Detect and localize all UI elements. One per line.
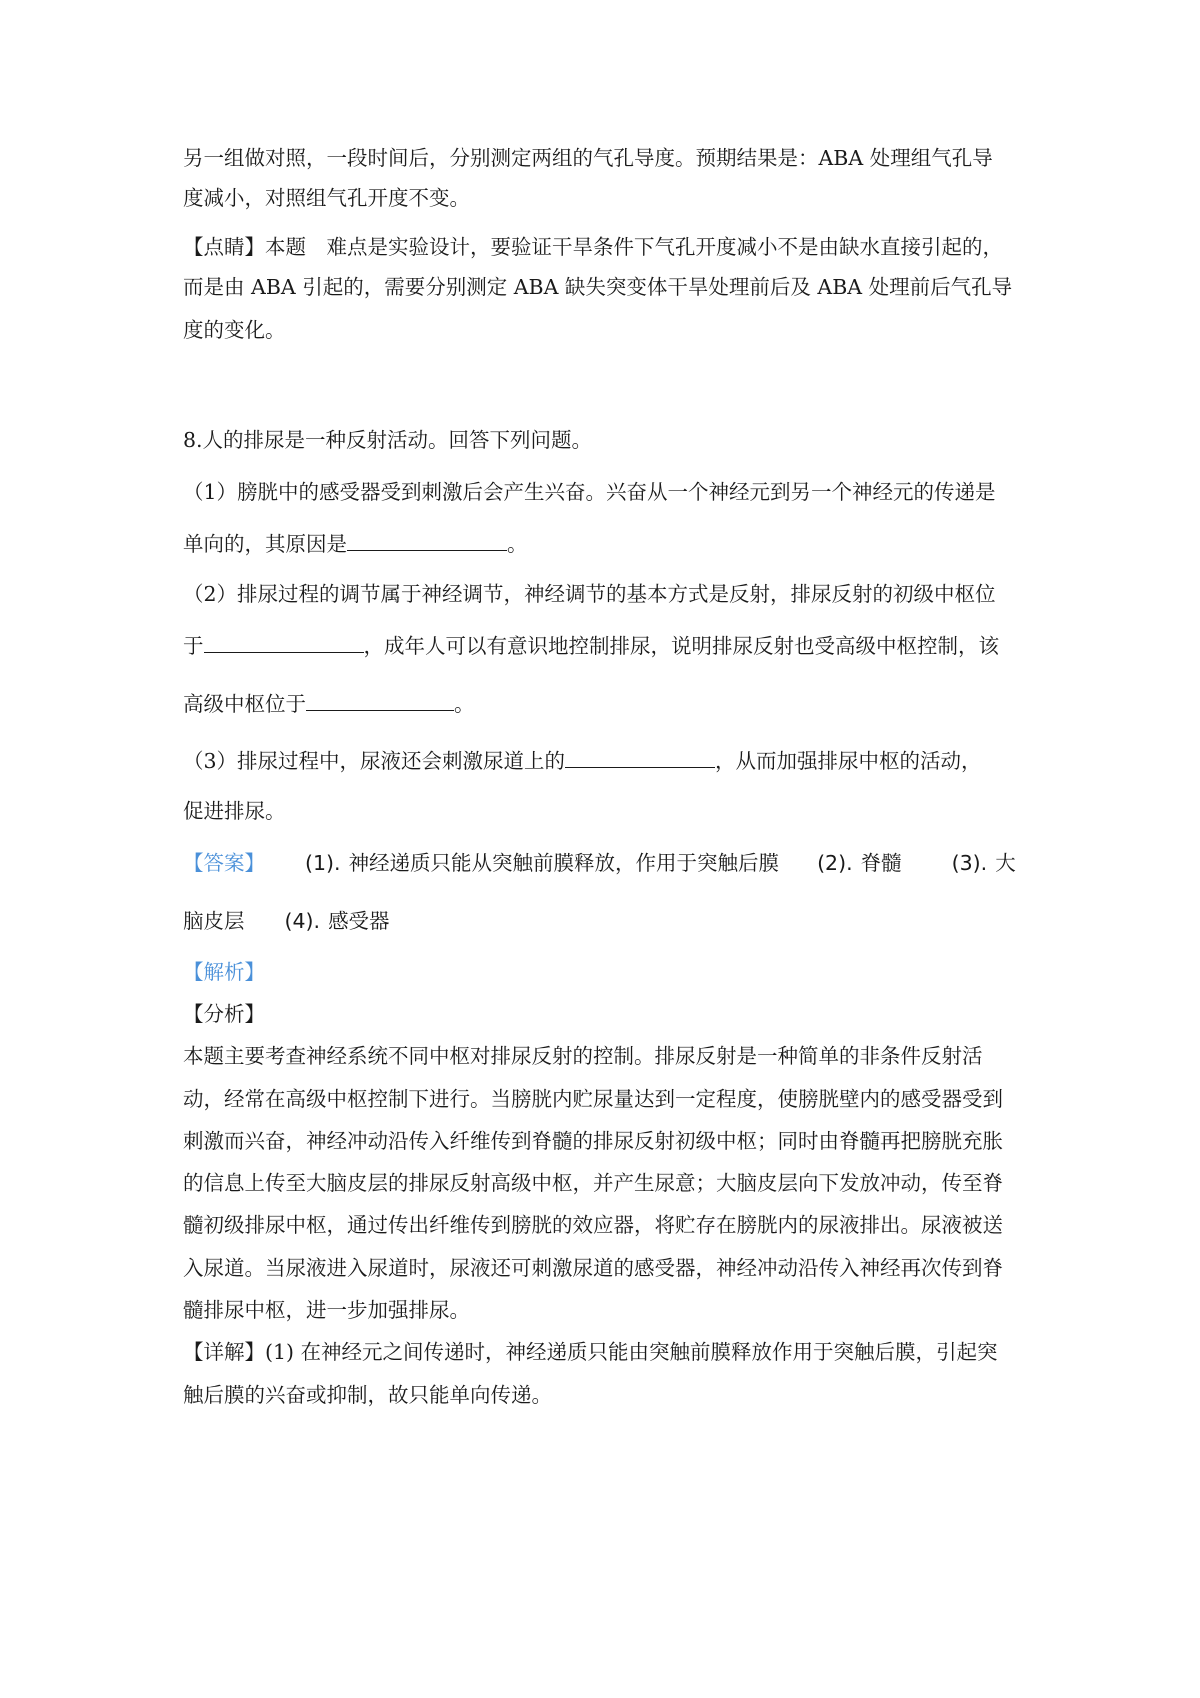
fenxi-line-3: 刺激而兴奋，神经冲动沿传入纤维传到脊髓的排尿反射初级中枢；同时由脊髓再把膀胱充胀 bbox=[183, 1129, 1003, 1153]
answer-1: 神经递质只能从突触前膜释放，作用于突触后膜 bbox=[348, 851, 780, 875]
fenxi-tag: 【分析】 bbox=[183, 1002, 265, 1026]
question-title: 8.人的排尿是一种反射活动。回答下列问题。 bbox=[183, 428, 593, 452]
answer-2-num: (2). bbox=[817, 851, 853, 875]
xiangjie-tag: 【详解】 bbox=[183, 1340, 265, 1364]
dianjing-line-3: 度的变化。 bbox=[183, 318, 286, 342]
answer-4: 感受器 bbox=[328, 909, 390, 933]
answer-1-num: (1). bbox=[305, 851, 341, 875]
q-part1-line-2 bbox=[183, 528, 1023, 559]
fenxi-line-1: 本题主要考查神经系统不同中枢对排尿反射的控制。排尿反射是一种简单的非条件反射活 bbox=[183, 1044, 983, 1068]
xiangjie-line-2: 触后膜的兴奋或抑制，故只能单向传递。 bbox=[183, 1383, 552, 1407]
answer-3-part-a: 大 bbox=[995, 851, 1016, 875]
q-part1-text: 单向的，其原因是 bbox=[183, 532, 347, 556]
q-part3-line-2: 促进排尿。 bbox=[183, 799, 286, 823]
answer-tag: 【答案】 bbox=[183, 851, 265, 875]
fenxi-line-6: 入尿道。当尿液进入尿道时，尿液还可刺激尿道的感受器，神经冲动沿传入神经再次传到脊 bbox=[183, 1256, 1003, 1280]
q-part2-text-c: 高级中枢位于 bbox=[183, 692, 306, 716]
q-part2-line-1: （2）排尿过程的调节属于神经调节，神经调节的基本方式是反射，排尿反射的初级中枢位 bbox=[183, 582, 996, 606]
q-part2-line-2 bbox=[183, 630, 1023, 661]
answer-3-num: (3). bbox=[951, 851, 988, 875]
answer-blank-3 bbox=[306, 688, 454, 711]
fenxi-line-5: 髓初级排尿中枢，通过传出纤维传到膀胱的效应器，将贮存在膀胱内的尿液排出。尿液被送 bbox=[183, 1213, 1003, 1237]
answer-line-2 bbox=[183, 906, 1023, 936]
answer-2: 脊髓 bbox=[860, 851, 902, 875]
answer-line-1 bbox=[183, 848, 1023, 878]
dianjing-tag: 【点睛】 bbox=[183, 235, 265, 259]
answer-3-part-b: 脑皮层 bbox=[183, 909, 245, 933]
q-part2-line-3 bbox=[183, 688, 1023, 719]
dianjing-line-2: 而是由 ABA 引起的，需要分别测定 ABA 缺失突变体干旱处理前后及 ABA 处理前后气孔导 bbox=[183, 275, 1013, 299]
xiangjie-text: (1) 在神经元之间传递时，神经递质只能由突触前膜释放作用于突触后膜，引起突 bbox=[265, 1340, 998, 1364]
prev-line-2: 度减小，对照组气孔开度不变。 bbox=[183, 186, 470, 210]
prev-line-1: 另一组做对照，一段时间后，分别测定两组的气孔导度。预期结果是：ABA 处理组气孔导 bbox=[183, 146, 993, 170]
answer-blank-2 bbox=[204, 630, 364, 653]
q-part3-line-1 bbox=[183, 745, 1023, 776]
analysis-tag: 【解析】 bbox=[183, 960, 265, 984]
fenxi-line-7: 髓排尿中枢，进一步加强排尿。 bbox=[183, 1298, 470, 1322]
q-part2-end: 。 bbox=[454, 692, 475, 716]
q-part3-text-a: （3）排尿过程中，尿液还会刺激尿道上的 bbox=[183, 749, 566, 773]
dianjing-text: 本题 难点是实验设计，要验证干旱条件下气孔开度减小不是由缺水直接引起的， bbox=[265, 235, 1003, 259]
answer-4-num: (4). bbox=[284, 909, 321, 933]
fenxi-line-4: 的信息上传至大脑皮层的排尿反射高级中枢，并产生尿意；大脑皮层向下发放冲动，传至脊 bbox=[183, 1171, 1003, 1195]
xiangjie-line-1 bbox=[183, 1337, 1023, 1367]
dianjing-line-1 bbox=[183, 232, 1023, 262]
q-part3-text-b: ，从而加强排尿中枢的活动， bbox=[715, 749, 982, 773]
q-part1-line-1: （1）膀胱中的感受器受到刺激后会产生兴奋。兴奋从一个神经元到另一个神经元的传递是 bbox=[183, 480, 996, 504]
answer-blank-1 bbox=[347, 528, 507, 551]
q-part2-text-a: 于 bbox=[183, 634, 204, 658]
q-part2-text-b: ，成年人可以有意识地控制排尿，说明排尿反射也受高级中枢控制，该 bbox=[363, 634, 999, 658]
answer-blank-4 bbox=[565, 745, 715, 768]
q-part1-end: 。 bbox=[507, 532, 528, 556]
fenxi-line-2: 动，经常在高级中枢控制下进行。当膀胱内贮尿量达到一定程度，使膀胱壁内的感受器受到 bbox=[183, 1087, 1003, 1111]
